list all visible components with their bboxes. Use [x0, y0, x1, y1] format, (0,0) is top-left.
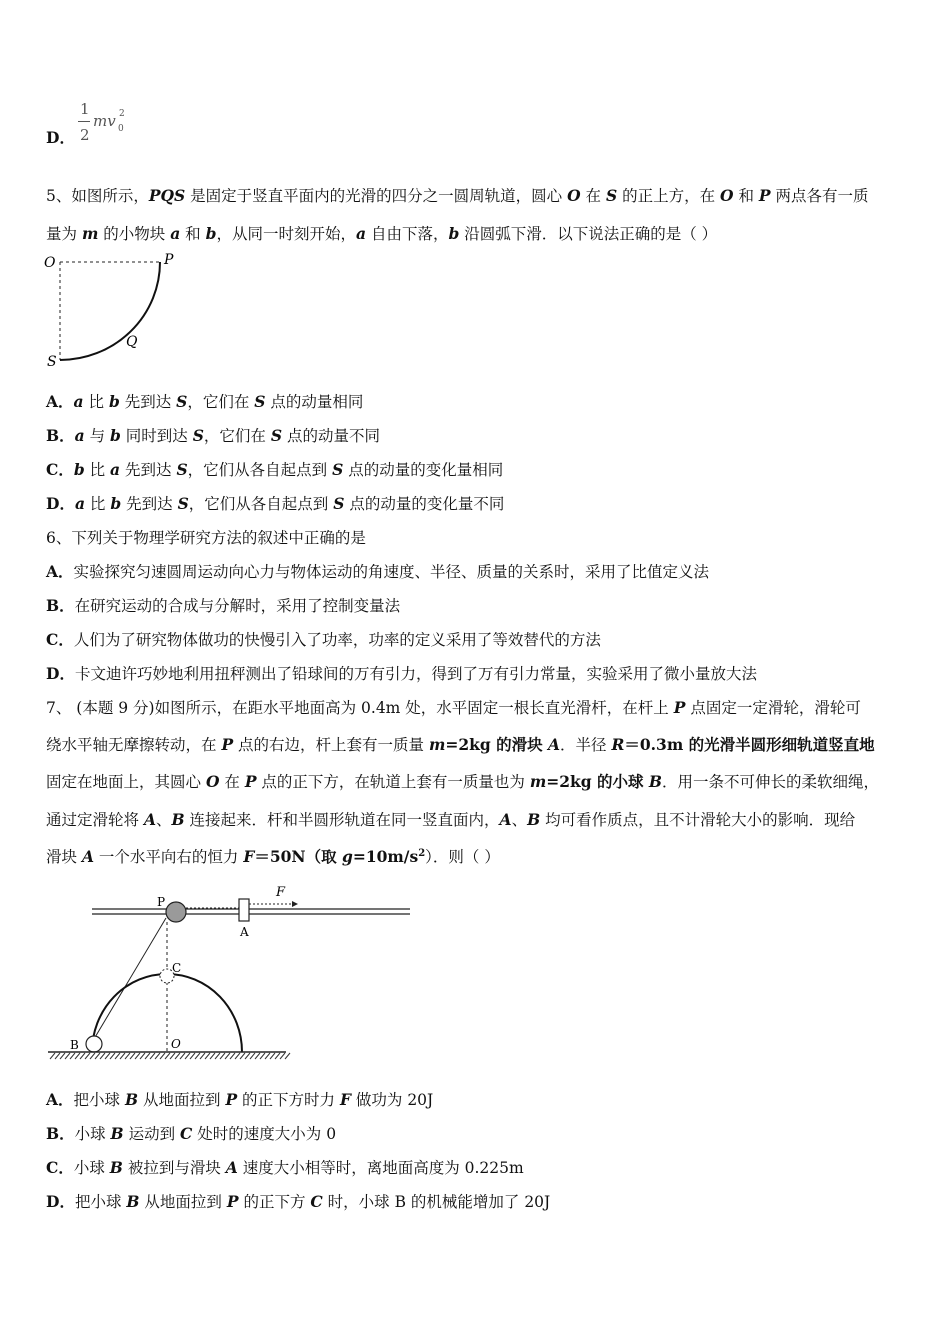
symbol: B — [648, 772, 662, 791]
option-text: 卡文迪许巧妙地利用扭秤测出了铅球间的万有引力，得到了万有引力常量，实验采用了微小量放大法 — [74, 665, 757, 683]
formula-denominator: 2 — [80, 126, 90, 144]
ground-hatching — [50, 1053, 290, 1059]
label-p: P — [157, 895, 166, 909]
hatch-mark — [95, 1053, 100, 1059]
hatch-mark — [210, 1053, 215, 1059]
symbol: S — [176, 392, 188, 411]
label-b: B — [70, 1038, 79, 1052]
hatch-mark — [240, 1053, 245, 1059]
option-a — [46, 392, 363, 412]
symbol: a — [110, 460, 121, 479]
text: =2kg 的滑块 — [445, 735, 549, 754]
text: 均可看作质点，且不计滑轮大小的影响．现给 — [540, 811, 856, 829]
text: 点的动量相同 — [265, 393, 364, 411]
hatch-mark — [260, 1053, 265, 1059]
option-a — [46, 1090, 433, 1110]
option-label: D． — [46, 494, 75, 513]
text: ＝0.3m 的光滑半圆形细轨道竖直地 — [624, 735, 875, 754]
text: 点的正下方，在轨道上套有一质量也为 — [256, 773, 530, 791]
option-label: D． — [46, 1192, 75, 1211]
label-o: O — [44, 255, 56, 271]
slider-a — [239, 899, 249, 921]
option-label: C． — [46, 460, 74, 479]
hatch-mark — [110, 1053, 115, 1059]
text: 时，小球 B 的机械能增加了 20J — [322, 1193, 551, 1211]
symbol: B — [126, 1192, 140, 1211]
text: 通过定滑轮将 — [46, 811, 144, 829]
text: ，它们在 — [203, 427, 271, 445]
text: 的小物块 — [98, 225, 171, 243]
text: 量为 — [46, 225, 82, 243]
option-a — [46, 562, 709, 582]
q7-stem-line-5 — [46, 847, 500, 867]
label-a: A — [240, 925, 249, 939]
text: ，它们从各自起点到 — [187, 461, 333, 479]
text: 绕水平轴无摩擦转动，在 — [46, 736, 222, 754]
hatch-mark — [100, 1053, 105, 1059]
option-b — [46, 596, 400, 616]
hatch-mark — [195, 1053, 200, 1059]
option-label: C． — [46, 630, 74, 649]
symbol: b — [73, 460, 85, 479]
hatch-mark — [135, 1053, 140, 1059]
q7-figure-pulley-system — [44, 880, 416, 1062]
text: 比 — [84, 461, 111, 479]
q6-stem: 6、下列关于物理学研究方法的叙述中正确的是 — [46, 529, 366, 547]
option-label: C． — [46, 1158, 74, 1177]
symbol: A — [499, 810, 512, 829]
hatch-mark — [60, 1053, 65, 1059]
symbol: R — [611, 735, 625, 754]
text: 做功为 20J — [350, 1091, 434, 1109]
q5-figure-quarter-circle — [40, 248, 190, 372]
text: 两点各有一质 — [770, 187, 869, 205]
text: ）．则（ ） — [425, 848, 500, 866]
hatch-mark — [150, 1053, 155, 1059]
symbol: S — [254, 392, 266, 411]
text: 自由下落， — [366, 225, 449, 243]
text: 在 — [580, 187, 606, 205]
text: 和 — [733, 187, 759, 205]
symbol: S — [192, 426, 204, 445]
hatch-mark — [275, 1053, 280, 1059]
text: 被拉到与滑块 — [122, 1159, 226, 1177]
text: 点固定一定滑轮，滑轮可 — [685, 699, 861, 717]
hatch-mark — [165, 1053, 170, 1059]
text: ，它们在 — [187, 393, 255, 411]
symbol: A — [143, 810, 156, 829]
symbol: a — [73, 392, 84, 411]
label-o: O — [171, 1037, 181, 1051]
text: 的正下方时力 — [237, 1091, 340, 1109]
symbol: B — [110, 1124, 124, 1143]
option-label: B． — [46, 596, 75, 615]
symbol: F — [339, 1090, 351, 1109]
text: 在 — [219, 773, 245, 791]
label-p: P — [164, 252, 174, 268]
label-q: Q — [126, 334, 138, 350]
symbol: S — [333, 494, 345, 513]
text: 先到达 — [121, 495, 178, 513]
hatch-mark — [205, 1053, 210, 1059]
option-c — [46, 460, 503, 480]
symbol: P — [758, 186, 771, 205]
q4-option-d-formula — [78, 100, 168, 150]
symbol: B — [171, 810, 185, 829]
symbol: B — [124, 1090, 139, 1109]
hatch-mark — [105, 1053, 110, 1059]
text: 连接起来．杆和半圆形轨道在同一竖直面内， — [184, 811, 500, 829]
hatch-mark — [65, 1053, 70, 1059]
text: 点的动量的变化量不同 — [344, 495, 505, 513]
symbol: b — [110, 426, 121, 445]
hatch-mark — [55, 1053, 60, 1059]
text: 把小球 — [73, 1091, 125, 1109]
text: 从地面拉到 — [138, 1091, 226, 1109]
formula-mv: mv — [93, 112, 116, 130]
hatch-mark — [245, 1053, 250, 1059]
symbol: S — [270, 426, 283, 445]
hatch-mark — [280, 1053, 285, 1059]
symbol: P — [673, 698, 686, 717]
text: 、 — [511, 811, 528, 829]
symbol: O — [205, 772, 220, 791]
hatch-mark — [50, 1053, 55, 1059]
option-b — [46, 1124, 336, 1144]
option-label: A． — [46, 562, 74, 581]
symbol: S — [332, 460, 344, 479]
text: 比 — [85, 495, 111, 513]
text: 固定在地面上，其圆心 — [46, 773, 206, 791]
force-arrow-head — [292, 901, 298, 907]
option-c — [46, 1158, 524, 1178]
symbol: P — [226, 1192, 239, 1211]
label-c: C — [172, 961, 182, 975]
hatch-mark — [140, 1053, 145, 1059]
symbol: A — [81, 847, 94, 866]
symbol: O — [720, 186, 734, 205]
text: ．用一条不可伸长的柔软细绳， — [662, 773, 880, 791]
text: ，它们从各自起点到 — [188, 495, 334, 513]
symbol: b — [205, 224, 217, 243]
q7-stem-line-1 — [46, 698, 861, 718]
hatch-mark — [255, 1053, 260, 1059]
hatch-mark — [270, 1053, 275, 1059]
formula-subscript: 0 — [118, 124, 124, 134]
symbol: a — [355, 224, 367, 243]
text: 速度大小相等时，离地面高度为 0.225m — [237, 1159, 524, 1177]
option-c — [46, 630, 601, 650]
superscript: 2 — [418, 847, 426, 859]
symbol: m — [81, 224, 99, 243]
symbol: g — [341, 847, 353, 866]
ball-b — [86, 1036, 102, 1052]
arc-track — [60, 262, 160, 360]
symbol: b — [448, 224, 460, 243]
symbol: S — [176, 460, 188, 479]
hatch-mark — [285, 1053, 290, 1059]
option-b — [46, 426, 380, 446]
option-text: 实验探究匀速圆周运动向心力与物体运动的角速度、半径、质量的关系时，采用了比值定义法 — [73, 563, 710, 581]
text: 同时到达 — [120, 427, 193, 445]
q7-stem-line-2 — [46, 735, 875, 755]
option-d — [46, 1192, 550, 1212]
hatch-mark — [85, 1053, 90, 1059]
text: 和 — [180, 225, 206, 243]
text: 的正上方，在 — [617, 187, 721, 205]
text: 是固定于竖直平面内的光滑的四分之一圆周轨道，圆心 — [185, 187, 568, 205]
text: =2kg 的小球 — [546, 772, 649, 791]
symbol: A — [548, 735, 561, 754]
text: 7、 (本题 9 分)如图所示，在距水平地面高为 0.4m 处，水平固定一根长直光滑杆，在杆上 — [46, 699, 674, 717]
text: 滑块 — [46, 848, 82, 866]
option-text: 在研究运动的合成与分解时，采用了控制变量法 — [74, 597, 401, 615]
text: 处时的速度大小为 0 — [192, 1125, 337, 1143]
text: 先到达 — [119, 393, 177, 411]
option-d — [46, 664, 757, 684]
symbol: B — [109, 1158, 123, 1177]
hatch-mark — [120, 1053, 125, 1059]
hatch-mark — [230, 1053, 235, 1059]
text: =10m/s — [352, 847, 419, 866]
text: 、 — [155, 811, 172, 829]
symbol: A — [225, 1158, 238, 1177]
label-s: S — [47, 354, 57, 370]
hatch-mark — [160, 1053, 165, 1059]
hatch-mark — [75, 1053, 80, 1059]
text: ，从同一时刻开始， — [216, 225, 356, 243]
text: 的正下方 — [238, 1193, 311, 1211]
rope-to-b — [94, 918, 166, 1039]
hatch-mark — [250, 1053, 255, 1059]
option-label: A． — [46, 392, 74, 411]
text: 小球 — [73, 1159, 110, 1177]
text: 一个水平向右的恒力 — [93, 848, 244, 866]
text: 与 — [84, 427, 111, 445]
pulley — [166, 902, 186, 922]
text: 5、如图所示， — [46, 187, 149, 205]
option-label: B． — [46, 1124, 75, 1143]
symbol: m — [428, 735, 446, 754]
hatch-mark — [130, 1053, 135, 1059]
symbol: S — [605, 186, 618, 205]
formula-fraction-bar — [78, 121, 90, 122]
q4-option-d-label: D． — [46, 128, 75, 147]
text: 先到达 — [120, 461, 177, 479]
symbol: a — [170, 224, 181, 243]
symbol: S — [177, 494, 189, 513]
q5-stem-line-2 — [46, 224, 717, 244]
text: 点的动量不同 — [282, 427, 380, 445]
text: ．半径 — [560, 736, 612, 754]
symbol: a — [74, 494, 85, 513]
symbol: b — [108, 392, 120, 411]
text: 点的右边，杆上套有一质量 — [233, 736, 429, 754]
hatch-mark — [115, 1053, 120, 1059]
hatch-mark — [125, 1053, 130, 1059]
option-d — [46, 494, 504, 514]
option-label: B． — [46, 426, 75, 445]
hatch-mark — [170, 1053, 175, 1059]
hatch-mark — [225, 1053, 230, 1059]
text: 比 — [83, 393, 109, 411]
option-label: D． — [46, 664, 75, 683]
text: 把小球 — [74, 1193, 127, 1211]
text: 从地面拉到 — [139, 1193, 227, 1211]
symbol: B — [527, 810, 541, 829]
text: 运动到 — [123, 1125, 181, 1143]
hatch-mark — [200, 1053, 205, 1059]
symbol: m — [529, 772, 547, 791]
q7-stem-line-3 — [46, 772, 879, 792]
option-label: A． — [46, 1090, 74, 1109]
symbol: C — [180, 1124, 193, 1143]
symbol: C — [310, 1192, 323, 1211]
symbol: O — [567, 186, 581, 205]
option-text: 人们为了研究物体做功的快慢引入了功率，功率的定义采用了等效替代的方法 — [73, 631, 601, 649]
formula-superscript: 2 — [119, 109, 125, 119]
symbol: P — [244, 772, 257, 791]
symbol: a — [74, 426, 85, 445]
hatch-mark — [265, 1053, 270, 1059]
text: 沿圆弧下滑．以下说法正确的是（ ） — [459, 225, 718, 243]
symbol: P — [225, 1090, 238, 1109]
hatch-mark — [70, 1053, 75, 1059]
text: ＝50N（取 — [254, 847, 342, 866]
hatch-mark — [215, 1053, 220, 1059]
symbol: F — [243, 847, 255, 866]
hatch-mark — [185, 1053, 190, 1059]
q7-stem-line-4 — [46, 810, 855, 830]
symbol: P — [221, 735, 234, 754]
text: 点的动量的变化量相同 — [343, 461, 504, 479]
q5-stem-line-1 — [46, 186, 869, 206]
hatch-mark — [220, 1053, 225, 1059]
label-f: F — [276, 885, 286, 900]
symbol: PQS — [148, 186, 186, 205]
formula-numerator: 1 — [80, 100, 90, 118]
hatch-mark — [190, 1053, 195, 1059]
hatch-mark — [80, 1053, 85, 1059]
text: 小球 — [74, 1125, 111, 1143]
hatch-mark — [155, 1053, 160, 1059]
hatch-mark — [145, 1053, 150, 1059]
hatch-mark — [175, 1053, 180, 1059]
hatch-mark — [235, 1053, 240, 1059]
symbol: b — [110, 494, 122, 513]
hatch-mark — [180, 1053, 185, 1059]
hatch-mark — [90, 1053, 95, 1059]
